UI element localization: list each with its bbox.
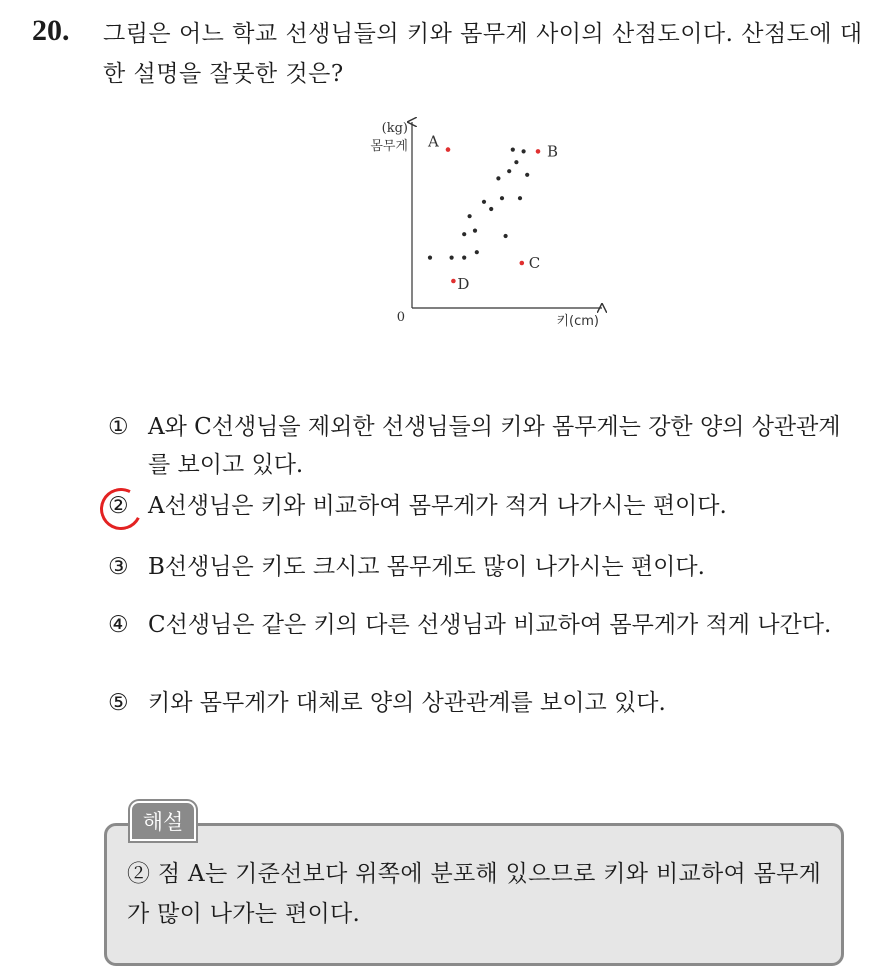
- data-point: [500, 196, 504, 200]
- point-c: [520, 261, 525, 266]
- data-point: [489, 207, 493, 211]
- data-point: [525, 173, 529, 177]
- choice-number: ⑤: [108, 690, 129, 716]
- y-axis-unit: (kg): [381, 121, 408, 136]
- point-label-b: B: [547, 142, 559, 161]
- data-point: [450, 256, 454, 260]
- point-label-a: A: [428, 132, 439, 151]
- data-point: [514, 160, 518, 164]
- choice-number: ②: [108, 493, 129, 519]
- point-a: [446, 147, 451, 152]
- data-point: [473, 229, 477, 233]
- data-point: [507, 169, 511, 173]
- y-axis-label: 몸무게: [370, 139, 408, 154]
- choice-text: 키와 몸무게가 대체로 양의 상관관계를 보이고 있다.: [148, 690, 666, 716]
- scatter-plot: [355, 108, 615, 338]
- data-point: [504, 234, 508, 238]
- data-point: [511, 148, 515, 152]
- solution-box: [104, 823, 844, 966]
- point-label-c: C: [528, 254, 541, 272]
- data-point: [468, 214, 472, 218]
- choice-text: A선생님은 키와 비교하여 몸무게가 적거 나가시는 편이다.: [148, 493, 727, 519]
- choice-number: ④: [108, 612, 129, 638]
- choice-text: C선생님은 같은 키의 다른 선생님과 비교하여 몸무게가 적게 나간다.: [148, 612, 832, 638]
- choice-5: [108, 684, 848, 722]
- choice-2: [108, 487, 848, 525]
- x-axis-label: 키(cm): [556, 314, 599, 329]
- data-point: [462, 256, 466, 260]
- data-point: [518, 196, 522, 200]
- choice-number: ③: [108, 554, 129, 580]
- question-number: 20.: [32, 14, 70, 47]
- solution-tab: 해설: [130, 801, 196, 841]
- choice-text: A와 C선생님을 제외한 선생님들의 키와 몸무게는 강한 양의 상관관계를 보이고 있다.: [148, 414, 841, 478]
- choice-text: B선생님은 키도 크시고 몸무게도 많이 나가시는 편이다.: [148, 554, 705, 580]
- solution-text: ② 점 A는 기준선보다 위쪽에 분포해 있으므로 키와 비교하여 몸무게가 많이 나가는 편이다.: [127, 861, 822, 927]
- point-b: [536, 149, 541, 154]
- data-point: [475, 250, 479, 254]
- choice-3: [108, 548, 848, 586]
- choice-4: [108, 606, 848, 644]
- point-d: [451, 279, 456, 284]
- choice-number: ①: [108, 414, 129, 440]
- data-point: [482, 200, 486, 204]
- question-text: 그림은 어느 학교 선생님들의 키와 몸무게 사이의 산점도이다. 산점도에 대한 설명을 잘못한 것은?: [103, 21, 863, 87]
- labeled-points: [427, 133, 558, 293]
- origin-label: 0: [396, 310, 405, 325]
- choice-1: [108, 408, 848, 484]
- data-point: [496, 176, 500, 180]
- data-point: [428, 256, 432, 260]
- point-label-d: D: [457, 275, 470, 293]
- data-point: [462, 232, 466, 236]
- data-point: [522, 149, 526, 153]
- data-points: [428, 148, 529, 260]
